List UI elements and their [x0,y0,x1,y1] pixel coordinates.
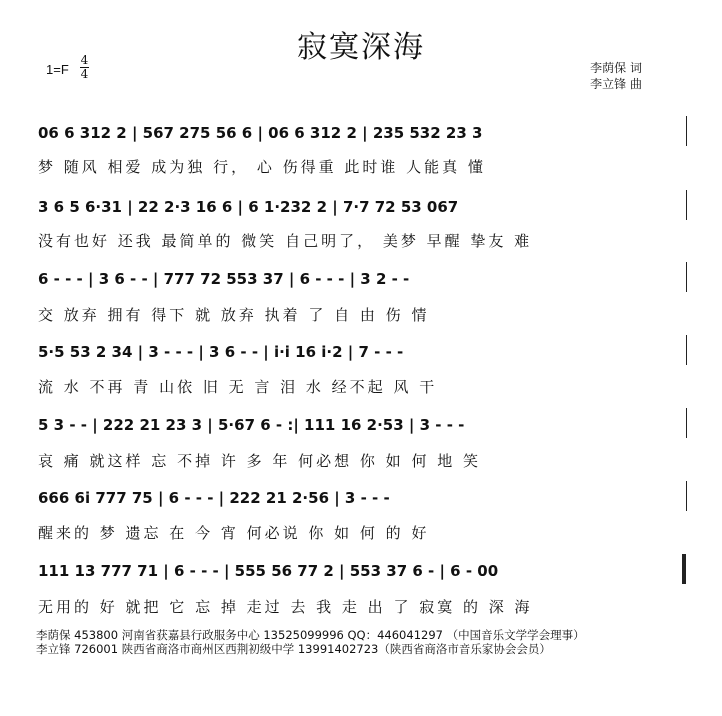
score-row-notes: 666 6i 777 75 | 6 - - - | 222 21 2·56 | 3 - - - [38,489,390,507]
score-row-notes: 111 13 777 71 | 6 - - - | 555 56 77 2 | 553 37 6 - | 6 - 00 [38,562,499,580]
score-row-notes: 5·5 53 2 34 | 3 - - - | 3 6 - - | i·i 16 i·2 | 7 - - - [38,343,404,361]
lyricist: 李荫保 词 [590,61,642,75]
score-row-notes: 3 6 5 6·31 | 22 2·3 16 6 | 6 1·232 2 | 7·7 72 53 067 [38,198,459,216]
footer-line-composer: 李立锋 726001 陕西省商洛市商州区西荆初级中学 13991402723（陕西省商洛市音乐家协会会员） [36,642,551,656]
final-bar-line [682,554,686,584]
song-title: 寂寞深海 [297,30,425,65]
bar-line [686,481,687,511]
score-row-lyrics: 无用的 好 就把 它 忘 掉 走过 去 我 走 出 了 寂寞 的 深 海 [38,598,533,616]
time-signature-bottom: 4 [80,67,89,81]
key-signature: 1=F [46,62,69,77]
time-signature-top: 4 [80,53,89,67]
composer: 李立锋 曲 [590,77,642,91]
score-row-lyrics: 没有也好 还我 最简单的 微笑 自己明了， 美梦 早醒 挚友 难 [38,232,533,250]
bar-line [686,262,687,292]
score-row-lyrics: 梦 随风 相爱 成为独 行， 心 伤得重 此时谁 人能真 懂 [38,158,486,176]
credits [590,60,642,92]
footer-line-lyricist: 李荫保 453800 河南省获嘉县行政服务中心 13525099996 QQ：446041297 （中国音乐文学学会理事） [36,628,585,642]
score-row-lyrics: 交 放弃 拥有 得下 就 放弃 执着 了 自 由 伤 情 [38,306,430,324]
score-row-lyrics: 哀 痛 就这样 忘 不掉 许 多 年 何必想 你 如 何 地 笑 [38,452,481,470]
bar-line [686,190,687,220]
score-row-notes: 5 3 - - | 222 21 23 3 | 5·67 6 - :| 111 16 2·53 | 3 - - - [38,416,465,434]
contact-footer [36,628,585,656]
time-signature [80,54,89,81]
score-row-lyrics: 流 水 不再 青 山依 旧 无 言 泪 水 经不起 风 干 [38,378,438,396]
bar-line [686,408,687,438]
score-row-lyrics: 醒来的 梦 遗忘 在 今 宵 何必说 你 如 何 的 好 [38,524,430,542]
bar-line [686,116,687,146]
score-row-notes: 06 6 312 2 | 567 275 56 6 | 06 6 312 2 | 235 532 23 3 [38,124,483,142]
score-row-notes: 6 - - - | 3 6 - - | 777 72 553 37 | 6 - - - | 3 2 - - [38,270,410,288]
bar-line [686,335,687,365]
